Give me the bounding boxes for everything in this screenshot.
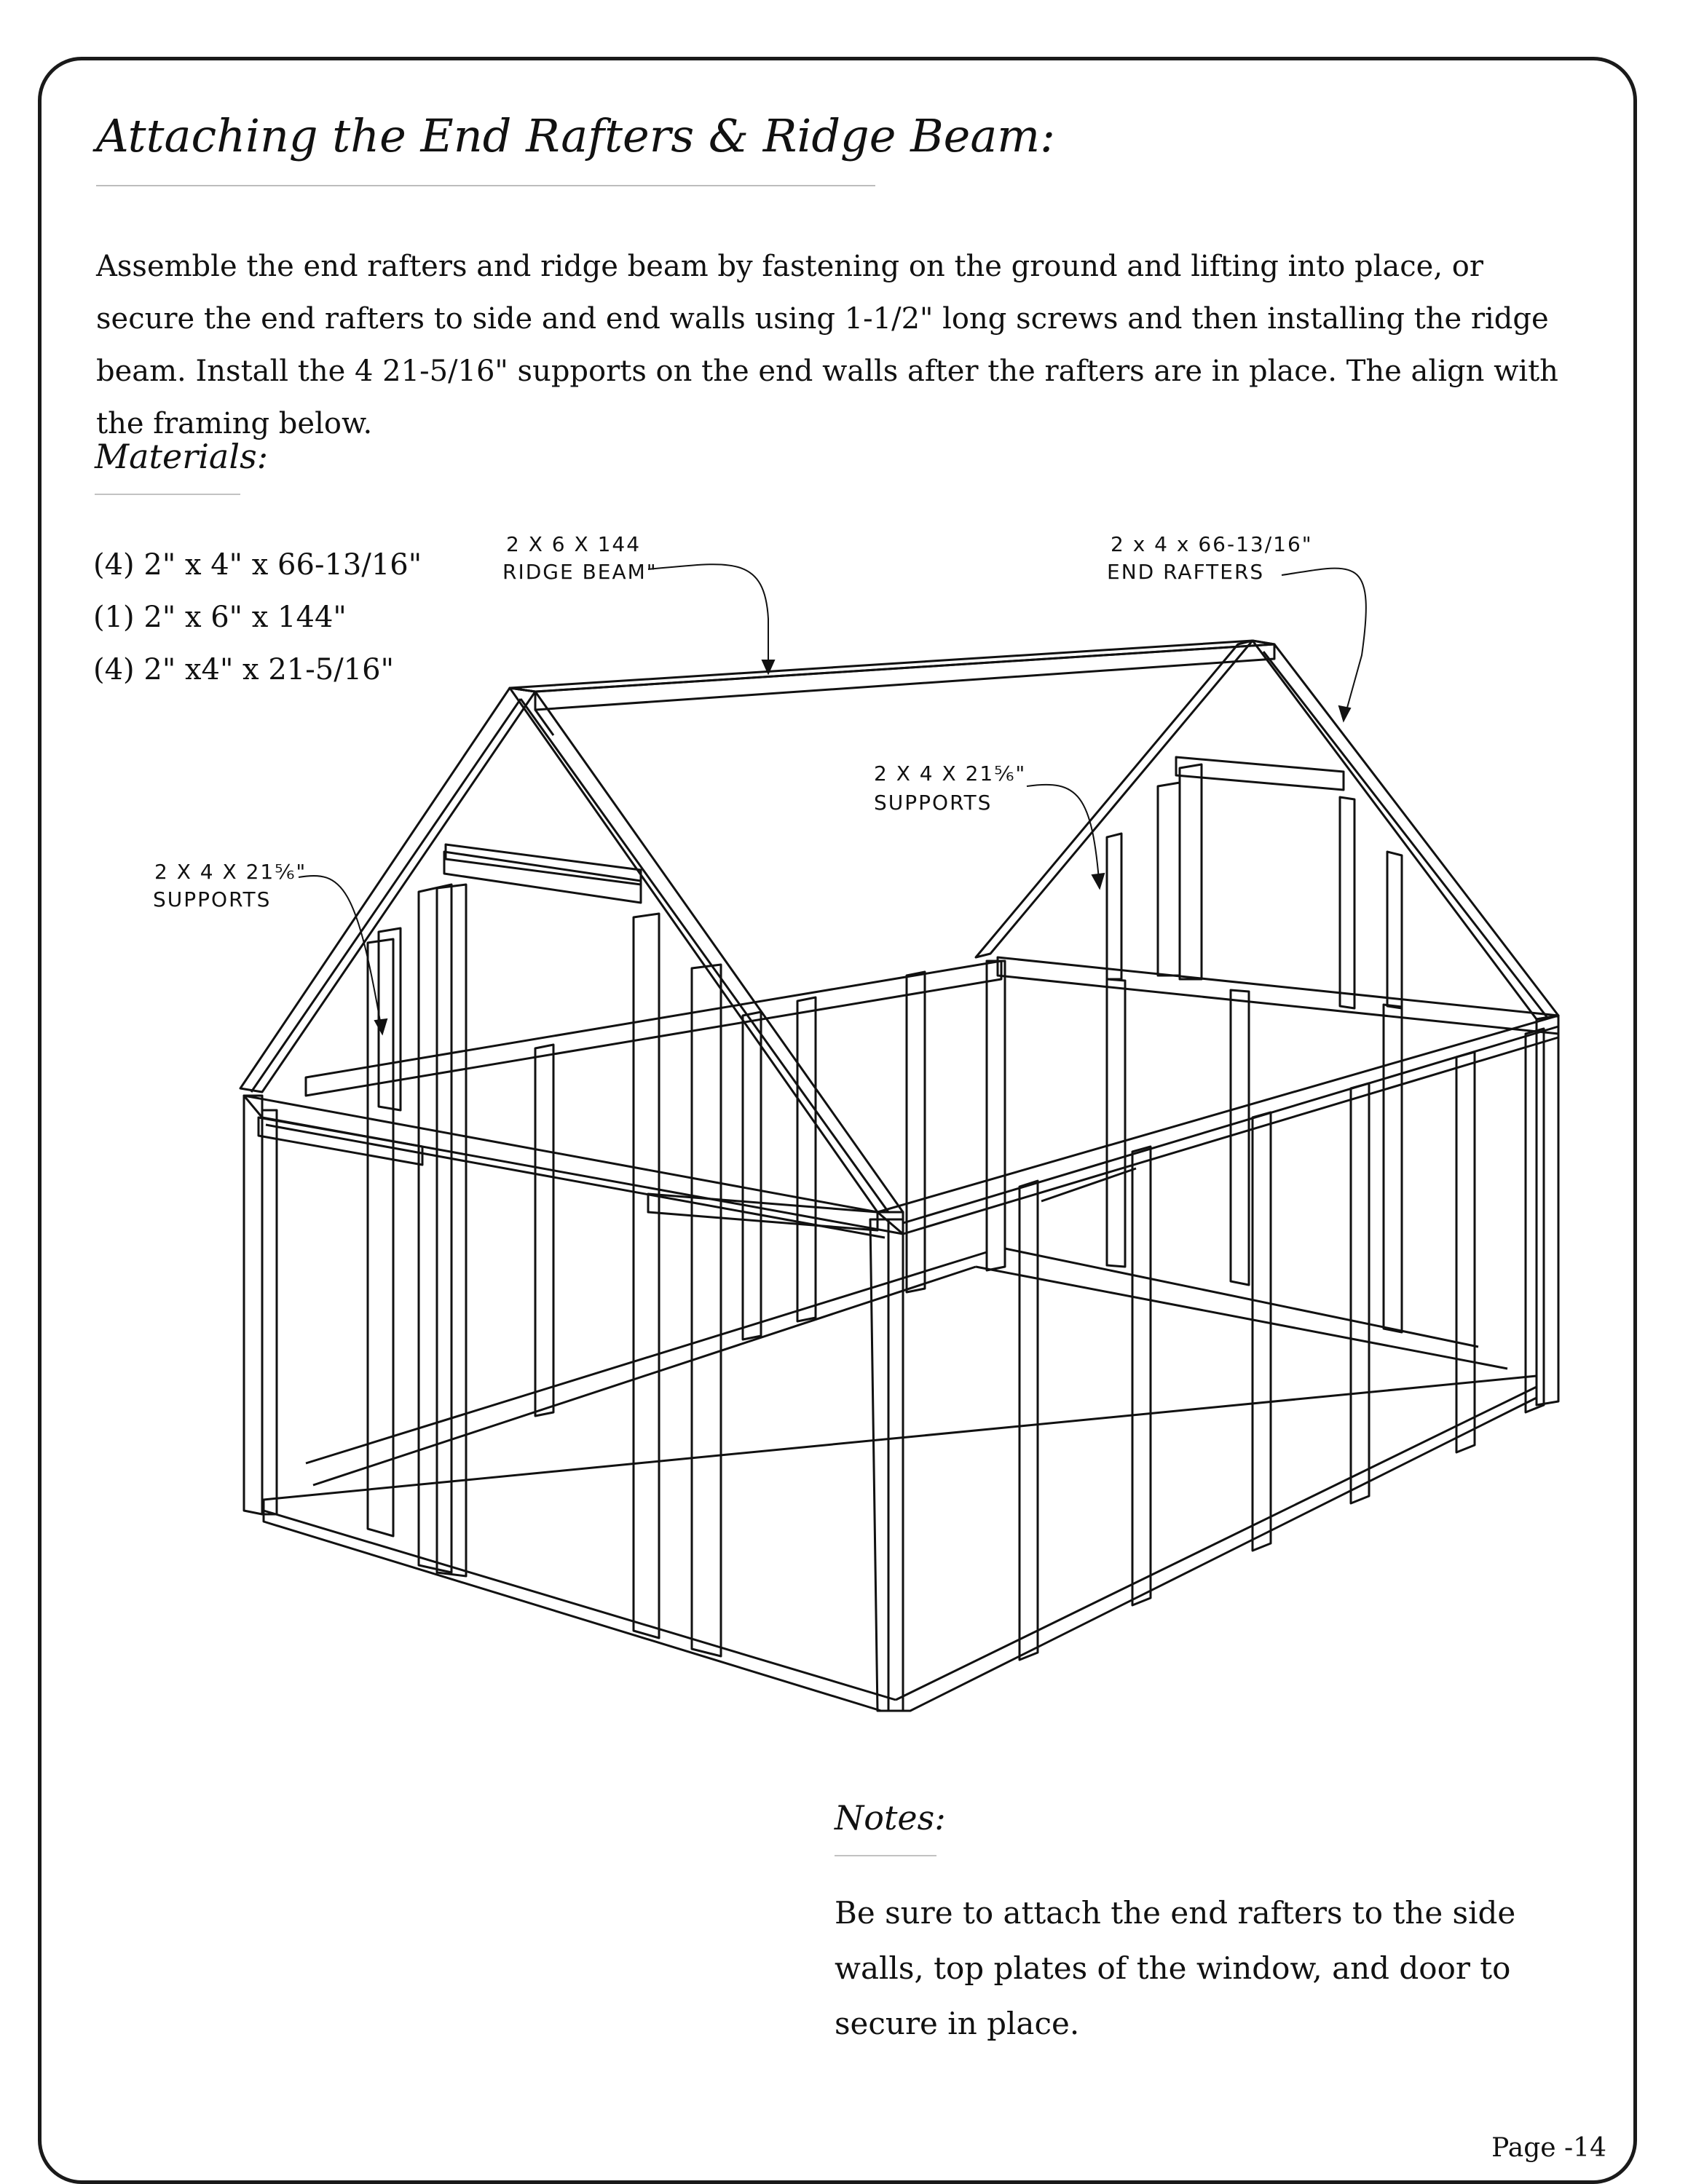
page-number: Page -14: [1491, 2133, 1606, 2163]
floor-base: [264, 1376, 1537, 1711]
supports-left-callout-line2: SUPPORTS: [153, 887, 272, 911]
notes-heading: Notes:: [835, 1798, 946, 1837]
end-rafter: [976, 641, 1253, 957]
notes-text: Be sure to attach the end rafters to the side walls, top plates of the window, and door to secure in place.: [835, 1895, 1516, 2041]
ridge-leader: [648, 564, 768, 673]
supports-right-callout-line2: SUPPORTS: [874, 791, 993, 815]
ridge-callout-line1: 2 X 6 X 144: [506, 532, 642, 556]
rafters-callout-line1: 2 x 4 x 66-13/16": [1111, 532, 1313, 556]
intro-paragraph: Assemble the end rafters and ridge beam by fastening on the ground and lifting into place, or secure the end rafters to side and end walls using 1-1/2" long screws and then installing the ridge beam. Install the 4 21-5/16" supports on the end walls after the rafters are in place. The align with the framing below.: [96, 250, 1558, 440]
page-title: Attaching the End Rafters & Ridge Beam:: [96, 109, 1055, 162]
material-item: (4) 2" x4" x 21-5/16": [93, 653, 394, 687]
materials-heading: Materials:: [95, 437, 269, 476]
corner-post: [244, 1096, 262, 1514]
material-item: (1) 2" x 6" x 144": [93, 601, 347, 634]
material-item: (4) 2" x 4" x 66-13/16": [93, 548, 422, 582]
ridge-callout-line2: RIDGE BEAM": [502, 560, 658, 584]
supports-right-callout-line1: 2 X 4 X 21⅚": [874, 761, 1027, 786]
supports-left-leader: [299, 876, 382, 1034]
notes-underline: [835, 1855, 936, 1856]
rafters-callout-line2: END RAFTERS: [1107, 560, 1265, 584]
supports-left-callout-line1: 2 X 4 X 21⅚": [154, 860, 307, 884]
end-rafter: [240, 688, 535, 1092]
